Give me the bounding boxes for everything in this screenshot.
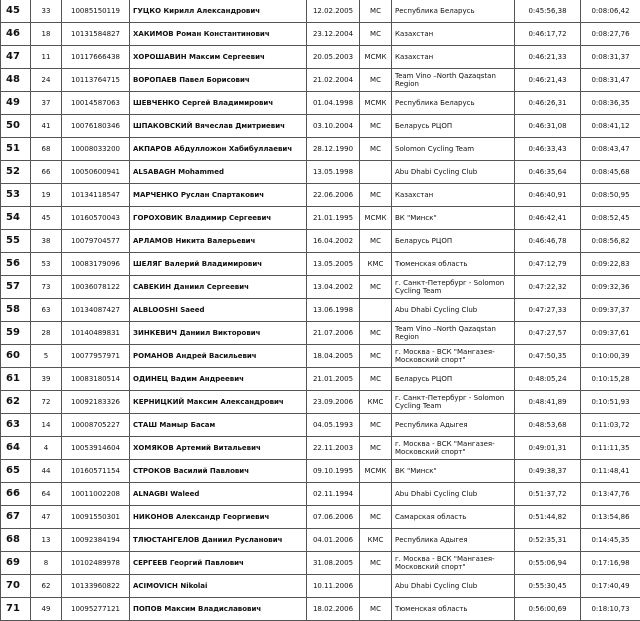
rider-name-cell: САВЕКИН Даниил Сергеевич [130,276,307,299]
birth-date-cell: 21.01.2005 [307,368,360,391]
bib-number-cell: 73 [31,276,62,299]
uci-id-cell: 10134118547 [62,184,130,207]
place-cell: 70 [1,575,31,598]
rider-name-cell: ВОРОПАЕВ Павел Борисович [130,69,307,92]
bib-number-cell: 72 [31,391,62,414]
category-cell: МС [360,276,392,299]
place-cell: 53 [1,184,31,207]
team-cell: Abu Dhabi Cycling Club [392,299,515,322]
uci-id-cell: 10079704577 [62,230,130,253]
finish-time-cell: 0:55:30,45 [515,575,581,598]
uci-id-cell: 10091550301 [62,506,130,529]
category-cell: МС [360,230,392,253]
category-cell: МС [360,437,392,460]
time-gap-cell: 0:17:16,98 [581,552,640,575]
birth-date-cell: 04.05.1993 [307,414,360,437]
team-cell: Казахстан [392,23,515,46]
place-cell: 71 [1,598,31,621]
uci-id-cell: 10102489978 [62,552,130,575]
place-cell: 63 [1,414,31,437]
time-gap-cell: 0:08:27,76 [581,23,640,46]
category-cell: МС [360,506,392,529]
finish-time-cell: 0:46:42,41 [515,207,581,230]
bib-number-cell: 33 [31,0,62,23]
team-cell: Беларусь РЦОП [392,368,515,391]
table-row [1,0,640,23]
uci-id-cell: 10083180514 [62,368,130,391]
time-gap-cell: 0:08:06,42 [581,0,640,23]
time-gap-cell: 0:14:45,35 [581,529,640,552]
uci-id-cell: 10160570043 [62,207,130,230]
table-row [1,184,640,207]
table-row [1,23,640,46]
team-cell: г. Санкт-Петербург - Solomon Cycling Team [392,276,515,299]
time-gap-cell: 0:08:52,45 [581,207,640,230]
bib-number-cell: 5 [31,345,62,368]
birth-date-cell: 16.04.2002 [307,230,360,253]
finish-time-cell: 0:51:37,72 [515,483,581,506]
bib-number-cell: 28 [31,322,62,345]
time-gap-cell: 0:11:03,72 [581,414,640,437]
time-gap-cell: 0:13:47,76 [581,483,640,506]
team-cell: г. Санкт-Петербург - Solomon Cycling Team [392,391,515,414]
place-cell: 48 [1,69,31,92]
time-gap-cell: 0:08:50,95 [581,184,640,207]
birth-date-cell: 28.12.1990 [307,138,360,161]
rider-name-cell: ХОРОШАВИН Максим Сергеевич [130,46,307,69]
place-cell: 62 [1,391,31,414]
finish-time-cell: 0:46:21,43 [515,69,581,92]
category-cell: КМС [360,391,392,414]
birth-date-cell: 31.08.2005 [307,552,360,575]
team-cell: Тюменская область [392,598,515,621]
table-row [1,529,640,552]
category-cell: МСМК [360,207,392,230]
finish-time-cell: 0:52:35,31 [515,529,581,552]
birth-date-cell: 21.07.2006 [307,322,360,345]
bib-number-cell: 37 [31,92,62,115]
bib-number-cell: 24 [31,69,62,92]
team-cell: г. Москва - ВСК "Мангазея-Московский спорт" [392,437,515,460]
place-cell: 68 [1,529,31,552]
place-cell: 69 [1,552,31,575]
rider-name-cell: ПОПОВ Максим Владиславович [130,598,307,621]
uci-id-cell: 10092384194 [62,529,130,552]
finish-time-cell: 0:46:17,72 [515,23,581,46]
bib-number-cell: 38 [31,230,62,253]
time-gap-cell: 0:10:15,28 [581,368,640,391]
place-cell: 60 [1,345,31,368]
rider-name-cell: МАРЧЕНКО Руслан Спартакович [130,184,307,207]
rider-name-cell: ШПАКОВСКИЙ Вячеслав Дмитриевич [130,115,307,138]
place-cell: 52 [1,161,31,184]
bib-number-cell: 63 [31,299,62,322]
time-gap-cell: 0:08:45,68 [581,161,640,184]
place-cell: 55 [1,230,31,253]
category-cell: МСМК [360,460,392,483]
category-cell: МСМК [360,92,392,115]
finish-time-cell: 0:46:33,43 [515,138,581,161]
uci-id-cell: 10140489831 [62,322,130,345]
time-gap-cell: 0:08:41,12 [581,115,640,138]
rider-name-cell: ГУЦКО Кирилл Александрович [130,0,307,23]
birth-date-cell: 21.02.2004 [307,69,360,92]
team-cell: Team Vino –North Qazaqstan Region [392,69,515,92]
uci-id-cell: 10011002208 [62,483,130,506]
uci-id-cell: 10113764715 [62,69,130,92]
table-row [1,207,640,230]
birth-date-cell: 23.09.2006 [307,391,360,414]
category-cell: МСМК [360,46,392,69]
uci-id-cell: 10095277121 [62,598,130,621]
team-cell: Казахстан [392,184,515,207]
table-row [1,69,640,92]
birth-date-cell: 12.02.2005 [307,0,360,23]
table-row [1,391,640,414]
finish-time-cell: 0:51:44,82 [515,506,581,529]
finish-time-cell: 0:45:56,38 [515,0,581,23]
bib-number-cell: 39 [31,368,62,391]
time-gap-cell: 0:09:22,83 [581,253,640,276]
category-cell: МС [360,184,392,207]
uci-id-cell: 10083179096 [62,253,130,276]
table-row [1,598,640,621]
place-cell: 56 [1,253,31,276]
birth-date-cell: 01.04.1998 [307,92,360,115]
team-cell: Казахстан [392,46,515,69]
time-gap-cell: 0:10:00,39 [581,345,640,368]
bib-number-cell: 19 [31,184,62,207]
table-row [1,230,640,253]
birth-date-cell: 07.06.2006 [307,506,360,529]
table-row [1,299,640,322]
birth-date-cell: 18.02.2006 [307,598,360,621]
finish-time-cell: 0:47:12,79 [515,253,581,276]
finish-time-cell: 0:49:38,37 [515,460,581,483]
birth-date-cell: 09.10.1995 [307,460,360,483]
table-row [1,276,640,299]
rider-name-cell: КЕРНИЦКИЙ Максим Александрович [130,391,307,414]
table-row [1,253,640,276]
birth-date-cell: 13.05.2005 [307,253,360,276]
finish-time-cell: 0:47:50,35 [515,345,581,368]
rider-name-cell: ОДИНЕЦ Вадим Андреевич [130,368,307,391]
team-cell: ВК "Минск" [392,460,515,483]
category-cell: МС [360,115,392,138]
finish-time-cell: 0:47:27,57 [515,322,581,345]
place-cell: 66 [1,483,31,506]
table-row [1,483,640,506]
bib-number-cell: 8 [31,552,62,575]
team-cell: ВК "Минск" [392,207,515,230]
place-cell: 50 [1,115,31,138]
rider-name-cell: ЗИНКЕВИЧ Даниил Викторович [130,322,307,345]
category-cell: МС [360,23,392,46]
finish-time-cell: 0:46:40,91 [515,184,581,207]
finish-time-cell: 0:46:35,64 [515,161,581,184]
table-row [1,368,640,391]
time-gap-cell: 0:08:31,37 [581,46,640,69]
team-cell: Республика Адыгея [392,529,515,552]
time-gap-cell: 0:08:36,35 [581,92,640,115]
bib-number-cell: 41 [31,115,62,138]
birth-date-cell: 18.04.2005 [307,345,360,368]
uci-id-cell: 10014587063 [62,92,130,115]
uci-id-cell: 10036078122 [62,276,130,299]
category-cell: МС [360,322,392,345]
birth-date-cell: 23.12.2004 [307,23,360,46]
time-gap-cell: 0:09:32,36 [581,276,640,299]
bib-number-cell: 45 [31,207,62,230]
category-cell: МС [360,598,392,621]
uci-id-cell: 10077957971 [62,345,130,368]
rider-name-cell: ALNAGBI Waleed [130,483,307,506]
bib-number-cell: 53 [31,253,62,276]
birth-date-cell: 02.11.1994 [307,483,360,506]
birth-date-cell: 13.05.1998 [307,161,360,184]
category-cell: МС [360,0,392,23]
team-cell: Abu Dhabi Cycling Club [392,161,515,184]
birth-date-cell: 03.10.2004 [307,115,360,138]
time-gap-cell: 0:10:51,93 [581,391,640,414]
place-cell: 45 [1,0,31,23]
rider-name-cell: ШЕЛЯГ Валерий Владимирович [130,253,307,276]
birth-date-cell: 13.06.1998 [307,299,360,322]
time-gap-cell: 0:11:11,35 [581,437,640,460]
table-row [1,46,640,69]
finish-time-cell: 0:46:31,08 [515,115,581,138]
finish-time-cell: 0:46:26,31 [515,92,581,115]
rider-name-cell: АРЛАМОВ Никита Валерьевич [130,230,307,253]
place-cell: 49 [1,92,31,115]
place-cell: 58 [1,299,31,322]
table-row [1,138,640,161]
category-cell: МС [360,138,392,161]
finish-time-cell: 0:48:53,68 [515,414,581,437]
team-cell: Республика Беларусь [392,92,515,115]
finish-time-cell: 0:49:01,31 [515,437,581,460]
category-cell: КМС [360,253,392,276]
rider-name-cell: ALBLOOSHI Saeed [130,299,307,322]
uci-id-cell: 10133960822 [62,575,130,598]
finish-time-cell: 0:48:05,24 [515,368,581,391]
bib-number-cell: 14 [31,414,62,437]
bib-number-cell: 62 [31,575,62,598]
table-row [1,552,640,575]
place-cell: 46 [1,23,31,46]
category-cell: МС [360,414,392,437]
uci-id-cell: 10050600941 [62,161,130,184]
rider-name-cell: АКПАРОВ Абдулложон Хабибуллаевич [130,138,307,161]
team-cell: Беларусь РЦОП [392,115,515,138]
uci-id-cell: 10092183326 [62,391,130,414]
time-gap-cell: 0:11:48,41 [581,460,640,483]
rider-name-cell: ХОМЯКОВ Артемий Витальевич [130,437,307,460]
category-cell: КМС [360,529,392,552]
rider-name-cell: СТРОКОВ Василий Павлович [130,460,307,483]
table-row [1,161,640,184]
place-cell: 61 [1,368,31,391]
finish-time-cell: 0:56:00,69 [515,598,581,621]
table-row [1,437,640,460]
table-row [1,92,640,115]
finish-time-cell: 0:48:41,89 [515,391,581,414]
rider-name-cell: ГОРОХОВИК Владимир Сергеевич [130,207,307,230]
table-row [1,345,640,368]
rider-name-cell: ХАКИМОВ Роман Константинович [130,23,307,46]
team-cell: Solomon Cycling Team [392,138,515,161]
birth-date-cell: 13.04.2002 [307,276,360,299]
place-cell: 65 [1,460,31,483]
time-gap-cell: 0:17:40,49 [581,575,640,598]
team-cell: Abu Dhabi Cycling Club [392,483,515,506]
rider-name-cell: ALSABAGH Mohammed [130,161,307,184]
rider-name-cell: ТЛЮСТАНГЕЛОВ Даниил Русланович [130,529,307,552]
time-gap-cell: 0:08:31,47 [581,69,640,92]
category-cell: МС [360,368,392,391]
bib-number-cell: 64 [31,483,62,506]
team-cell: Республика Адыгея [392,414,515,437]
place-cell: 47 [1,46,31,69]
rider-name-cell: ACIMOVICH Nikolai [130,575,307,598]
category-cell [360,299,392,322]
uci-id-cell: 10131584827 [62,23,130,46]
category-cell [360,483,392,506]
place-cell: 67 [1,506,31,529]
place-cell: 57 [1,276,31,299]
bib-number-cell: 47 [31,506,62,529]
table-row [1,575,640,598]
uci-id-cell: 10117666438 [62,46,130,69]
table-row [1,322,640,345]
team-cell: Abu Dhabi Cycling Club [392,575,515,598]
bib-number-cell: 4 [31,437,62,460]
table-row [1,115,640,138]
team-cell: Тюменская область [392,253,515,276]
bib-number-cell: 11 [31,46,62,69]
uci-id-cell: 10053914604 [62,437,130,460]
birth-date-cell: 04.01.2006 [307,529,360,552]
category-cell [360,575,392,598]
team-cell: Беларусь РЦОП [392,230,515,253]
bib-number-cell: 66 [31,161,62,184]
birth-date-cell: 22.11.2003 [307,437,360,460]
team-cell: Республика Беларусь [392,0,515,23]
uci-id-cell: 10076180346 [62,115,130,138]
time-gap-cell: 0:08:56,82 [581,230,640,253]
finish-time-cell: 0:46:21,33 [515,46,581,69]
time-gap-cell: 0:09:37,37 [581,299,640,322]
time-gap-cell: 0:18:10,73 [581,598,640,621]
birth-date-cell: 10.11.2006 [307,575,360,598]
time-gap-cell: 0:09:37,61 [581,322,640,345]
category-cell: МС [360,345,392,368]
team-cell: г. Москва - ВСК "Мангазея-Московский спорт" [392,552,515,575]
table-row [1,460,640,483]
team-cell: г. Москва - ВСК "Мангазея-Московский спорт" [392,345,515,368]
uci-id-cell: 10134087427 [62,299,130,322]
table-row [1,506,640,529]
uci-id-cell: 10008033200 [62,138,130,161]
bib-number-cell: 68 [31,138,62,161]
team-cell: Team Vino –North Qazaqstan Region [392,322,515,345]
team-cell: Самарская область [392,506,515,529]
birth-date-cell: 22.06.2006 [307,184,360,207]
rider-name-cell: СЕРГЕЕВ Георгий Павлович [130,552,307,575]
place-cell: 59 [1,322,31,345]
rider-name-cell: ШЕВЧЕНКО Сергей Владимирович [130,92,307,115]
birth-date-cell: 21.01.1995 [307,207,360,230]
time-gap-cell: 0:08:43,47 [581,138,640,161]
uci-id-cell: 10008705227 [62,414,130,437]
category-cell: МС [360,69,392,92]
category-cell: МС [360,552,392,575]
finish-time-cell: 0:46:46,78 [515,230,581,253]
bib-number-cell: 13 [31,529,62,552]
bib-number-cell: 44 [31,460,62,483]
place-cell: 54 [1,207,31,230]
uci-id-cell: 10085150119 [62,0,130,23]
rider-name-cell: СТАШ Мамыр Басам [130,414,307,437]
finish-time-cell: 0:47:27,33 [515,299,581,322]
bib-number-cell: 49 [31,598,62,621]
place-cell: 64 [1,437,31,460]
finish-time-cell: 0:47:22,32 [515,276,581,299]
finish-time-cell: 0:55:06,94 [515,552,581,575]
rider-name-cell: РОМАНОВ Андрей Васильевич [130,345,307,368]
rider-name-cell: НИКОНОВ Александр Георгиевич [130,506,307,529]
category-cell [360,161,392,184]
bib-number-cell: 18 [31,23,62,46]
birth-date-cell: 20.05.2003 [307,46,360,69]
time-gap-cell: 0:13:54,86 [581,506,640,529]
table-row [1,414,640,437]
uci-id-cell: 10160571154 [62,460,130,483]
place-cell: 51 [1,138,31,161]
